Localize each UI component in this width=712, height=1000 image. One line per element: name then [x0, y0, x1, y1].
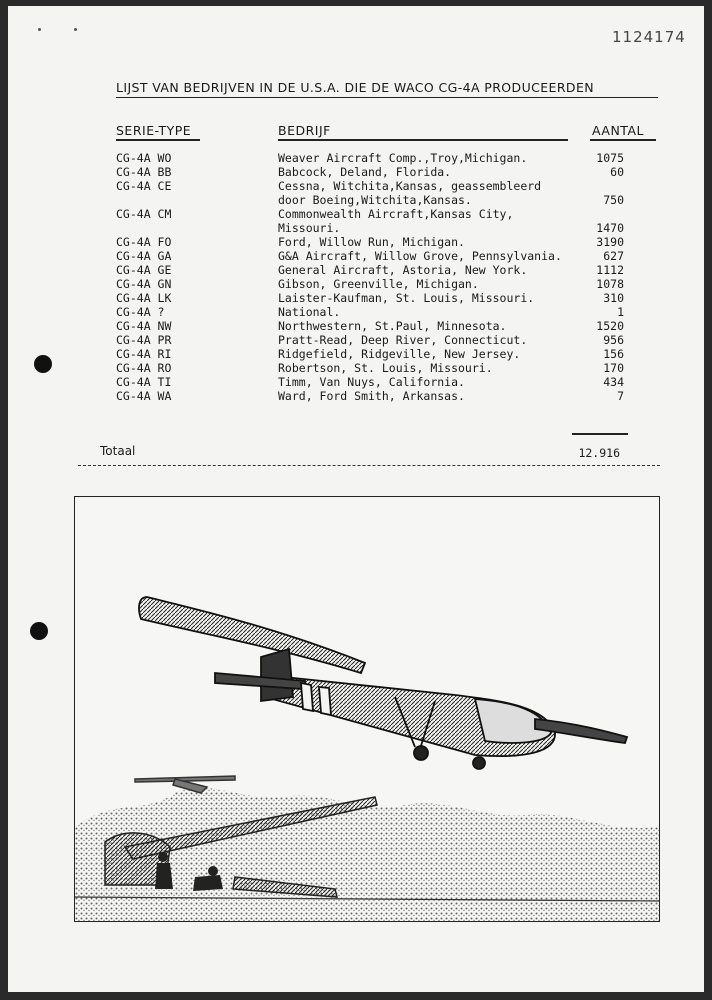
header-underline-company	[278, 139, 568, 141]
row-quantity: 956	[603, 333, 624, 347]
row-quantity: 310	[603, 291, 624, 305]
row-type: CG-4A CM	[116, 207, 172, 221]
dashed-separator	[78, 465, 660, 466]
row-company: Ford, Willow Run, Michigan.	[278, 235, 465, 249]
row-quantity: 1520	[596, 319, 624, 333]
total-value: 12.916	[578, 446, 620, 460]
row-quantity: 156	[603, 347, 624, 361]
row-type: CG-4A GA	[116, 249, 172, 263]
row-quantity: 1112	[596, 263, 624, 277]
row-company: Laister-Kaufman, St. Louis, Missouri.	[278, 291, 535, 305]
row-company: Ridgefield, Ridgeville, New Jersey.	[278, 347, 521, 361]
row-quantity: 7	[617, 389, 624, 403]
row-company: Robertson, St. Louis, Missouri.	[278, 361, 493, 375]
row-type: CG-4A LK	[116, 291, 172, 305]
row-company: Commonwealth Aircraft,Kansas City,	[278, 207, 514, 221]
glider-illustration	[74, 496, 660, 922]
row-type: CG-4A CE	[116, 179, 172, 193]
main-glider-wing	[139, 597, 365, 673]
row-type: CG-4A PR	[116, 333, 172, 347]
row-quantity: 1470	[596, 221, 624, 235]
document-number: 1124174	[612, 28, 686, 46]
column-header-company: BEDRIJF	[278, 123, 331, 138]
document-title: LIJST VAN BEDRIJVEN IN DE U.S.A. DIE DE WACO CG-4A PRODUCEERDEN	[116, 80, 658, 98]
main-glider-wheel	[414, 746, 428, 760]
row-company: door Boeing,Witchita,Kansas.	[278, 193, 472, 207]
row-type: CG-4A WA	[116, 389, 172, 403]
row-type: CG-4A ?	[116, 305, 165, 319]
glider-drawing	[75, 497, 659, 921]
row-type: CG-4A NW	[116, 319, 172, 333]
row-type: CG-4A WO	[116, 151, 172, 165]
scan-speck	[38, 28, 41, 31]
row-company: Cessna, Witchita,Kansas, geassembleerd	[278, 179, 542, 193]
row-company: Missouri.	[278, 221, 341, 235]
row-type: CG-4A RI	[116, 347, 172, 361]
row-quantity: 3190	[596, 235, 624, 249]
scan-speck	[74, 28, 77, 31]
row-quantity: 170	[603, 361, 624, 375]
row-quantity: 434	[603, 375, 624, 389]
row-quantity: 1075	[596, 151, 624, 165]
row-type: CG-4A GN	[116, 277, 172, 291]
main-glider-tail	[261, 649, 293, 701]
main-glider	[139, 597, 627, 769]
row-quantity: 60	[610, 165, 624, 179]
row-quantity: 1	[617, 305, 624, 319]
main-glider-nose-wheel	[473, 757, 485, 769]
total-underline	[572, 433, 628, 435]
row-company: Pratt-Read, Deep River, Connecticut.	[278, 333, 528, 347]
row-quantity: 750	[603, 193, 624, 207]
punch-hole-upper	[34, 355, 52, 373]
row-company: Timm, Van Nuys, California.	[278, 375, 465, 389]
punch-hole-lower	[30, 622, 48, 640]
row-type: CG-4A BB	[116, 165, 172, 179]
header-underline-quantity	[590, 139, 656, 141]
column-header-type: SERIE-TYPE	[116, 123, 192, 138]
row-quantity: 1078	[596, 277, 624, 291]
total-label: Totaal	[100, 444, 136, 458]
row-quantity: 627	[603, 249, 624, 263]
row-type: CG-4A FO	[116, 235, 172, 249]
header-underline-type	[116, 139, 200, 141]
row-company: Babcock, Deland, Florida.	[278, 165, 452, 179]
row-company: National.	[278, 305, 341, 319]
row-company: Gibson, Greenville, Michigan.	[278, 277, 479, 291]
row-company: Weaver Aircraft Comp.,Troy,Michigan.	[278, 151, 528, 165]
row-company: Northwestern, St.Paul, Minnesota.	[278, 319, 507, 333]
row-company: G&A Aircraft, Willow Grove, Pennsylvania.	[278, 249, 562, 263]
column-header-quantity: AANTAL	[592, 123, 644, 138]
row-company: General Aircraft, Astoria, New York.	[278, 263, 528, 277]
row-type: CG-4A TI	[116, 375, 172, 389]
row-company: Ward, Ford Smith, Arkansas.	[278, 389, 465, 403]
row-type: CG-4A RO	[116, 361, 172, 375]
row-type: CG-4A GE	[116, 263, 172, 277]
